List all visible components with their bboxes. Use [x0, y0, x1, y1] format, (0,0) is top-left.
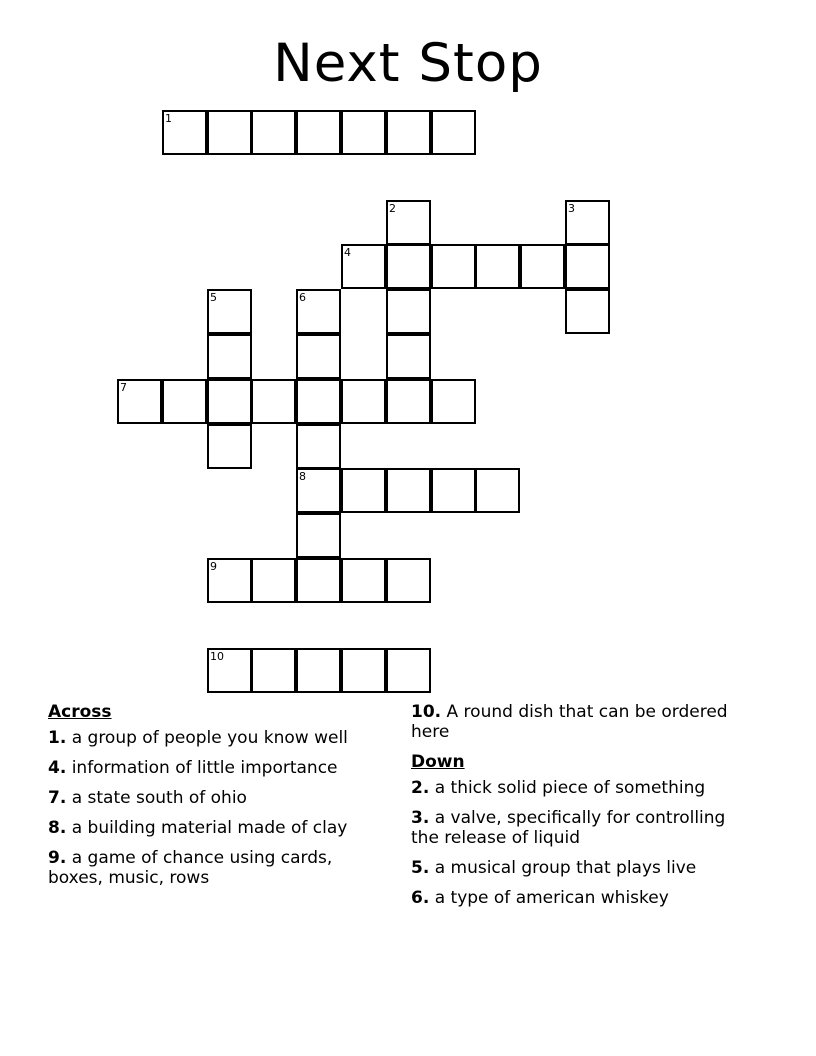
clue-number: 2	[389, 202, 396, 215]
grid-cell[interactable]	[296, 424, 341, 469]
grid-cell[interactable]	[386, 379, 431, 424]
grid-cell[interactable]	[251, 379, 296, 424]
clue-number: 5	[210, 291, 217, 304]
clue-text: A round dish that can be ordered here	[411, 702, 728, 742]
grid-cell[interactable]	[251, 558, 296, 603]
clue-text: a state south of ohio	[66, 788, 247, 808]
grid-cell[interactable]	[386, 244, 431, 289]
grid-cell[interactable]	[296, 558, 341, 603]
grid-cell[interactable]	[431, 244, 476, 289]
clue-text: information of little importance	[66, 758, 338, 778]
grid-cell[interactable]	[207, 110, 252, 155]
clue-number: 8.	[48, 818, 67, 838]
grid-cell[interactable]	[296, 648, 341, 693]
clue-text: a thick solid piece of something	[429, 778, 706, 798]
grid-cell[interactable]	[117, 379, 162, 424]
puzzle-title: Next Stop	[273, 33, 543, 94]
grid-cell[interactable]	[386, 200, 431, 245]
grid-cell[interactable]	[207, 334, 252, 379]
grid-cell[interactable]	[431, 110, 476, 155]
clue-number: 3.	[411, 808, 430, 828]
across-clue	[48, 848, 388, 888]
grid-cell[interactable]	[296, 110, 341, 155]
grid-cell[interactable]	[565, 200, 610, 245]
clue-number: 6.	[411, 888, 430, 908]
clue-number: 2.	[411, 778, 430, 798]
grid-cell[interactable]	[341, 648, 386, 693]
grid-cell[interactable]	[386, 289, 431, 334]
down-clue	[411, 778, 741, 798]
grid-cell[interactable]	[386, 334, 431, 379]
across-clue-list	[48, 728, 388, 888]
clue-text: a type of american whiskey	[429, 888, 669, 908]
grid-cell[interactable]	[341, 110, 386, 155]
grid-cell[interactable]	[207, 558, 252, 603]
clue-number: 6	[299, 291, 306, 304]
across-clue	[48, 728, 388, 748]
clue-number: 1.	[48, 728, 67, 748]
right-clue-column	[411, 702, 741, 918]
down-clue	[411, 808, 741, 848]
grid-cell[interactable]	[296, 334, 341, 379]
clue-number: 7	[120, 381, 127, 394]
grid-cell[interactable]	[431, 379, 476, 424]
down-clue	[411, 888, 741, 908]
grid-cell[interactable]	[296, 379, 341, 424]
across-clue	[411, 702, 741, 742]
clue-number: 1	[165, 112, 172, 125]
clue-text: a group of people you know well	[66, 728, 348, 748]
grid-cell[interactable]	[207, 424, 252, 469]
grid-cell[interactable]	[207, 289, 252, 334]
clue-number: 5.	[411, 858, 430, 878]
grid-cell[interactable]	[565, 289, 610, 334]
grid-cell[interactable]	[520, 244, 565, 289]
grid-cell[interactable]	[296, 513, 341, 558]
grid-cell[interactable]	[386, 110, 431, 155]
across-clue	[48, 758, 388, 778]
across-clue-list-continued	[411, 702, 741, 742]
clue-number: 7.	[48, 788, 67, 808]
clue-number: 8	[299, 470, 306, 483]
grid-cell[interactable]	[386, 648, 431, 693]
down-clue	[411, 858, 741, 878]
clue-text: a building material made of clay	[66, 818, 348, 838]
across-heading: Across	[48, 702, 112, 722]
grid-cell[interactable]	[341, 244, 386, 289]
grid-cell[interactable]	[162, 110, 207, 155]
grid-cell[interactable]	[565, 244, 610, 289]
clue-number: 10.	[411, 702, 442, 722]
across-clue	[48, 818, 388, 838]
grid-cell[interactable]	[431, 468, 476, 513]
grid-cell[interactable]	[251, 648, 296, 693]
clue-number: 9.	[48, 848, 67, 868]
clue-text: a valve, specifically for controlling the release of liquid	[411, 808, 726, 848]
across-clues	[48, 702, 388, 898]
grid-cell[interactable]	[386, 468, 431, 513]
grid-cell[interactable]	[341, 468, 386, 513]
grid-cell[interactable]	[341, 558, 386, 603]
clue-number: 10	[210, 650, 224, 663]
grid-cell[interactable]	[251, 110, 296, 155]
grid-cell[interactable]	[475, 468, 520, 513]
clue-number: 4	[344, 246, 351, 259]
clue-text: a musical group that plays live	[429, 858, 697, 878]
clue-number: 9	[210, 560, 217, 573]
across-clue	[48, 788, 388, 808]
grid-cell[interactable]	[162, 379, 207, 424]
grid-cell[interactable]	[207, 379, 252, 424]
clue-number: 4.	[48, 758, 67, 778]
grid-cell[interactable]	[475, 244, 520, 289]
down-heading: Down	[411, 752, 465, 772]
clue-number: 3	[568, 202, 575, 215]
grid-cell[interactable]	[386, 558, 431, 603]
grid-cell[interactable]	[296, 468, 341, 513]
grid-cell[interactable]	[296, 289, 341, 334]
grid-cell[interactable]	[341, 379, 386, 424]
clue-text: a game of chance using cards, boxes, music, rows	[48, 848, 333, 888]
down-clue-list	[411, 778, 741, 908]
grid-cell[interactable]	[207, 648, 252, 693]
